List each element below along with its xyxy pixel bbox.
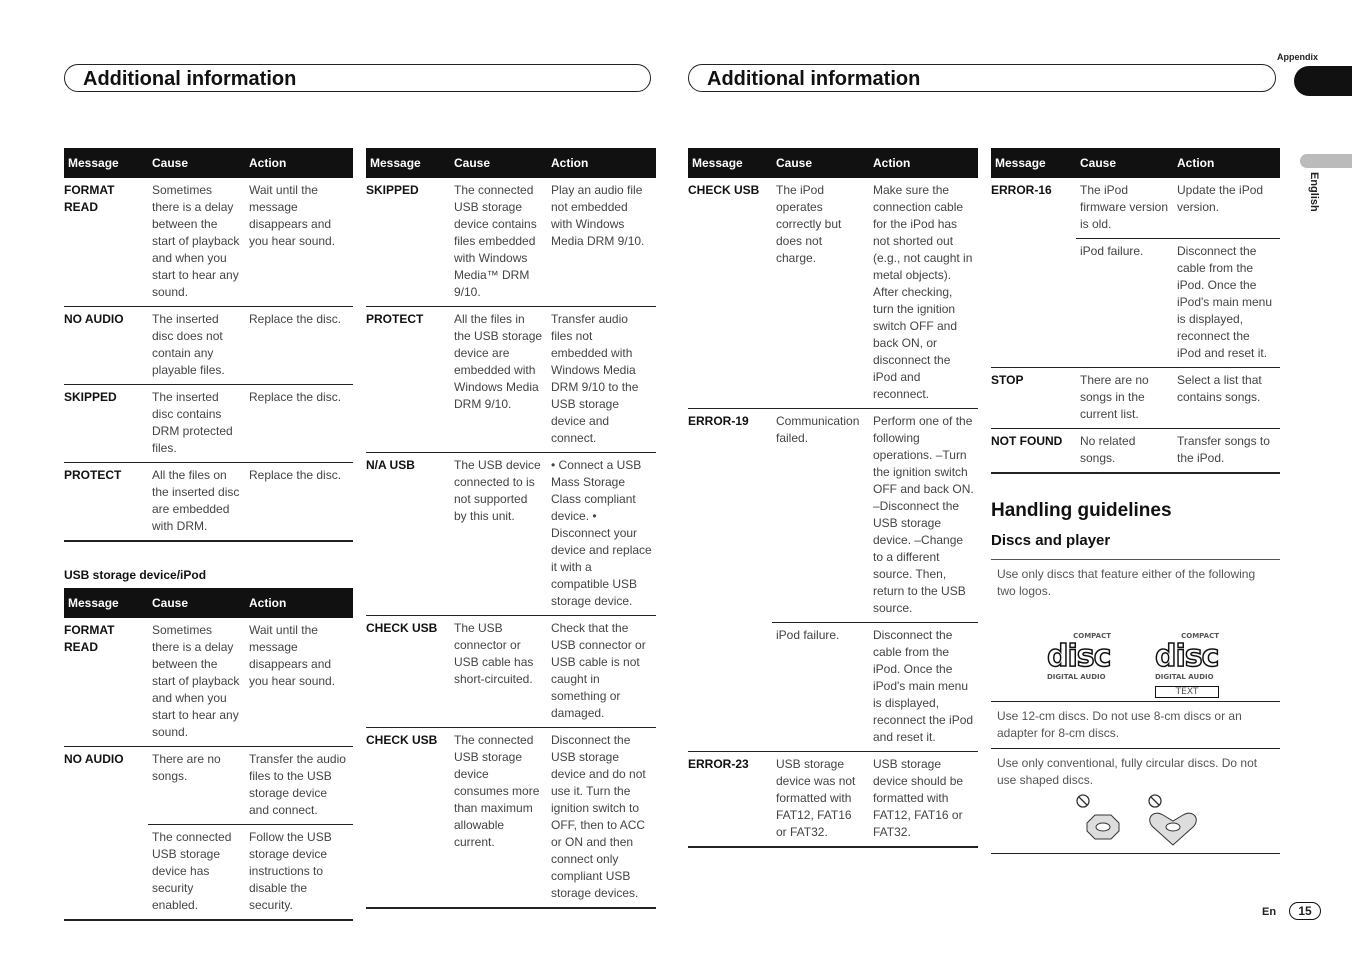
row-message (64, 825, 148, 921)
table-row (64, 307, 353, 385)
row-message (688, 623, 772, 752)
disc-logos (997, 600, 1274, 695)
row-message: CHECK USB (688, 178, 772, 409)
row-action: Follow the USB storage device instructions to disable the security. (245, 825, 353, 921)
row-action: Disconnect the USB storage device and do not use it. Turn the ignition switch to OFF, then to ACC or ON and then connect only compliant USB storage devices. (547, 728, 656, 909)
table-header (64, 148, 353, 178)
row-cause: No related songs. (1076, 429, 1173, 474)
table-row (366, 616, 656, 728)
table-header (991, 148, 1280, 178)
discs-player-heading: Discs and player (991, 532, 1111, 549)
header-cause: Cause (450, 148, 547, 178)
footer-language: En (1262, 906, 1277, 918)
row-action: Transfer songs to the iPod. (1173, 429, 1280, 474)
table-header (64, 588, 353, 618)
section-title: Additional information (83, 68, 297, 90)
row-message: PROTECT (366, 307, 450, 453)
row-cause: There are no songs. (148, 747, 245, 825)
row-cause: The connected USB storage device consumes more than maximum allowable current. (450, 728, 547, 909)
table-row (64, 825, 353, 921)
table-row (366, 728, 656, 909)
row-cause: Sometimes there is a delay between the start of playback and when you start to hear any sound. (148, 618, 245, 747)
column-1 (64, 148, 353, 921)
table-row (991, 368, 1280, 429)
compact-disc-digital-audio-logo: COMPACT disc DIGITAL AUDIO (1047, 632, 1111, 681)
row-cause: There are no songs in the current list. (1076, 368, 1173, 429)
header-message: Message (366, 148, 450, 178)
header-message: Message (688, 148, 772, 178)
appendix-tab (1294, 66, 1352, 96)
row-message (991, 239, 1076, 368)
table-row (991, 429, 1280, 474)
table-row (366, 307, 656, 453)
row-action: Replace the disc. (245, 307, 353, 385)
table-row (366, 178, 656, 307)
row-message: FORMAT READ (64, 618, 148, 747)
row-cause: The USB device connected to is not supported by this unit. (450, 453, 547, 616)
table-row (688, 178, 978, 409)
table-row (64, 385, 353, 463)
page-number: 15 (1289, 902, 1321, 920)
row-message: STOP (991, 368, 1076, 429)
row-cause: iPod failure. (772, 623, 869, 752)
error-table-usb (64, 588, 353, 921)
disc-logo-note-text: Use only discs that feature either of the following two logos. (997, 567, 1256, 598)
compact-disc-text-logo: COMPACT disc DIGITAL AUDIO TEXT (1155, 632, 1219, 697)
header-cause: Cause (1076, 148, 1173, 178)
table-row (991, 178, 1280, 239)
header-message: Message (64, 588, 148, 618)
error-table-ipod (688, 148, 978, 848)
prohibited-octagon-disc-icon (1077, 795, 1119, 839)
row-cause: The inserted disc contains DRM protected files. (148, 385, 245, 463)
disc-shape-note (991, 748, 1280, 854)
header-action: Action (869, 148, 978, 178)
table-row (64, 463, 353, 542)
row-cause: The inserted disc does not contain any playable files. (148, 307, 245, 385)
header-action: Action (547, 148, 656, 178)
section-header-left (64, 64, 651, 92)
row-message: ERROR-19 (688, 414, 749, 428)
handling-guidelines-heading: Handling guidelines (991, 500, 1172, 521)
row-action: Disconnect the cable from the iPod. Once the iPod's main menu is displayed, reconnect the iPod and reset it. (1173, 239, 1280, 368)
row-cause: The iPod firmware version is old. (1076, 178, 1173, 239)
row-cause: The iPod operates correctly but does not charge. (772, 178, 869, 409)
table-row (64, 178, 353, 307)
column-4 (991, 148, 1280, 854)
disc-size-note: Use 12-cm discs. Do not use 8-cm discs or an adapter for 8-cm discs. (991, 701, 1280, 748)
table-row (688, 752, 978, 848)
row-message: FORMAT READ (64, 178, 148, 307)
row-cause: All the files on the inserted disc are embedded with DRM. (148, 463, 245, 542)
table-row (366, 453, 656, 616)
header-cause: Cause (148, 588, 245, 618)
header-action: Action (245, 148, 353, 178)
row-cause: The connected USB storage device has security enabled. (148, 825, 245, 921)
row-action: • Connect a USB Mass Storage Class compliant device. • Disconnect your device and replace it with a compatible USB storage device. (547, 453, 656, 616)
language-tab (1300, 154, 1352, 168)
row-message: CHECK USB (366, 728, 450, 909)
row-message: N/A USB (366, 453, 450, 616)
error-table-usb-continued (366, 148, 656, 909)
section-header-right (688, 64, 1276, 92)
row-message: ERROR-23 (688, 752, 772, 848)
table-row (991, 239, 1280, 368)
row-action: Wait until the message disappears and you hear sound. (245, 178, 353, 307)
table-header (688, 148, 978, 178)
prohibited-heart-disc-icon (1149, 795, 1196, 845)
column-3 (688, 148, 978, 848)
row-message: SKIPPED (366, 178, 450, 307)
usb-section-title: USB storage device/iPod (64, 568, 207, 582)
table-row (688, 623, 978, 752)
table-row (64, 618, 353, 747)
disc-shape-note-text: Use only conventional, fully circular discs. Do not use shaped discs. (997, 756, 1258, 787)
row-action: Check that the USB connector or USB cable is not caught in something or damaged. (547, 616, 656, 728)
row-action: Make sure the connection cable for the iPod has not shorted out (e.g., not caught in metal objects). After checking, turn the ignition switch OFF and back ON, or disconnect the iPod and reconnect. (869, 178, 978, 409)
row-cause: iPod failure. (1076, 239, 1173, 368)
appendix-label: Appendix (1277, 52, 1319, 62)
header-action: Action (1173, 148, 1280, 178)
row-message: NO AUDIO (64, 752, 124, 766)
row-action: Update the iPod version. (1173, 178, 1280, 239)
header-action: Action (245, 588, 353, 618)
row-action: Wait until the message disappears and you hear sound. (245, 618, 353, 747)
row-message: NO AUDIO (64, 307, 148, 385)
section-title: Additional information (707, 68, 921, 90)
row-message: SKIPPED (64, 385, 148, 463)
table-row (64, 747, 353, 825)
shaped-disc-warning-icons (1075, 793, 1215, 853)
row-action: Select a list that contains songs. (1173, 368, 1280, 429)
row-cause: The USB connector or USB cable has short-circuited. (450, 616, 547, 728)
row-cause: USB storage device was not formatted with FAT12, FAT16 or FAT32. (772, 752, 869, 848)
row-cause: Communication failed. (772, 409, 869, 623)
error-table-ipod-continued (991, 148, 1280, 474)
row-action: Replace the disc. (245, 463, 353, 542)
error-table-disc (64, 148, 353, 542)
row-action: Disconnect the cable from the iPod. Once the iPod's main menu is displayed, reconnect the iPod and reset it. (869, 623, 978, 752)
table-header (366, 148, 656, 178)
row-action: USB storage device should be formatted with FAT12, FAT16 or FAT32. (869, 752, 978, 848)
row-message: NOT FOUND (991, 429, 1076, 474)
row-action: Play an audio file not embedded with Windows Media DRM 9/10. (547, 178, 656, 307)
row-cause: Sometimes there is a delay between the start of playback and when you start to hear any sound. (148, 178, 245, 307)
row-action: Perform one of the following operations. –Turn the ignition switch OFF and back ON. –Disconnect the USB storage device. –Change to a different source. Then, return to the USB source. (869, 409, 978, 623)
row-message: ERROR-16 (991, 183, 1052, 197)
row-action: Replace the disc. (245, 385, 353, 463)
header-cause: Cause (148, 148, 245, 178)
row-message: CHECK USB (366, 616, 450, 728)
header-message: Message (991, 148, 1076, 178)
row-action: Transfer the audio files to the USB storage device and connect. (245, 747, 353, 825)
row-message: PROTECT (64, 463, 148, 542)
table-row (688, 409, 978, 623)
language-label: English (1308, 172, 1320, 212)
row-cause: All the files in the USB storage device are embedded with Windows Media DRM 9/10. (450, 307, 547, 453)
column-2 (366, 148, 656, 909)
header-message: Message (64, 148, 148, 178)
disc-logo-note (991, 559, 1280, 701)
header-cause: Cause (772, 148, 869, 178)
row-cause: The connected USB storage device contains files embedded with Windows Media™ DRM 9/10. (450, 178, 547, 307)
row-action: Transfer audio files not embedded with Windows Media DRM 9/10 to the USB storage device and connect. (547, 307, 656, 453)
